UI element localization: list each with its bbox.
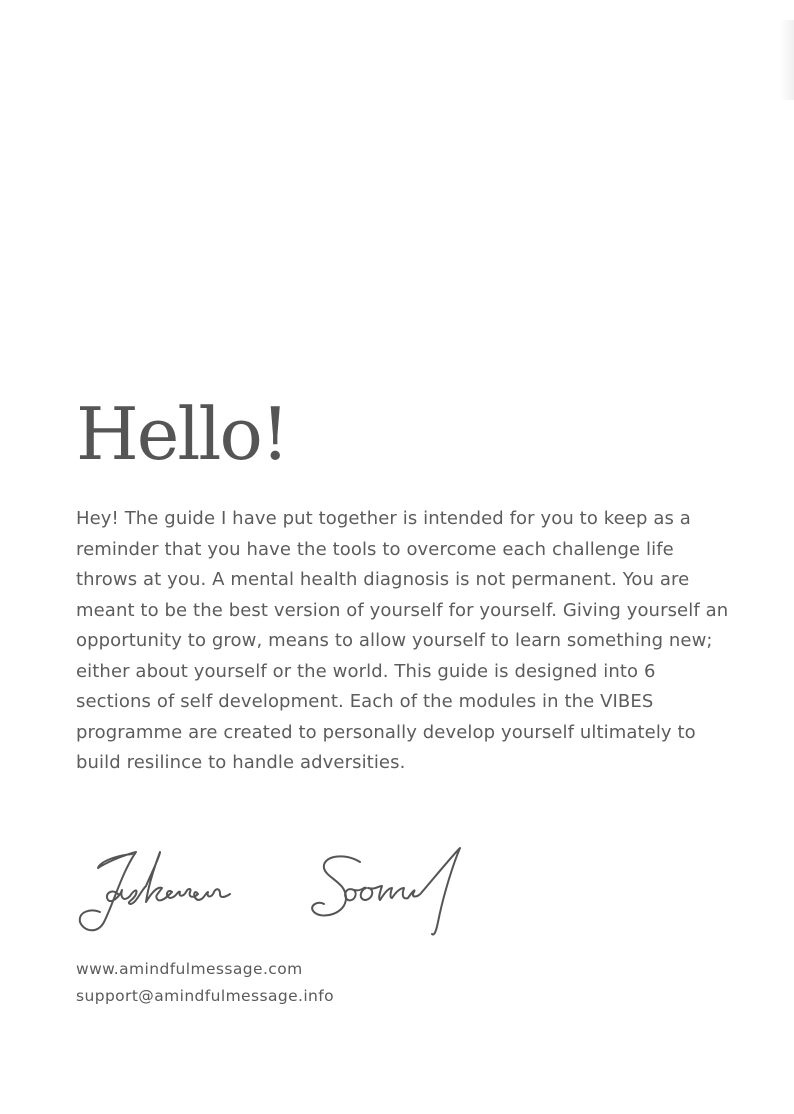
website-link[interactable]: www.amindfulmessage.com bbox=[76, 960, 303, 978]
signature-stroke-l bbox=[422, 848, 460, 935]
signature-stroke-ooma bbox=[345, 886, 422, 900]
contact-info bbox=[76, 956, 334, 1010]
signature-stroke-j bbox=[80, 852, 136, 930]
handwritten-signature bbox=[74, 842, 514, 942]
intro-message: Hey! The guide I have put together is intended for you to keep as a reminder that you have the tools to overcome each challenge life throws at you. A mental health diagnosis is not permanent. You are meant to be the best version of yourself for yourself. Giving yourself an opportunity to grow, means to allow yourself to learn something new; either about yourself or the world. This guide is designed into 6 sections of self development. Each of the modules in the VIBES programme are created to personally develop yourself ultimately to build resilince to handle adversities. bbox=[76, 508, 729, 773]
page-edge-shadow bbox=[780, 20, 794, 100]
signature-stroke-askaran bbox=[107, 852, 230, 904]
email-link[interactable]: support@amindfulmessage.info bbox=[76, 987, 335, 1005]
signature-stroke-s bbox=[312, 856, 360, 915]
page-title: Hello! bbox=[76, 392, 288, 476]
